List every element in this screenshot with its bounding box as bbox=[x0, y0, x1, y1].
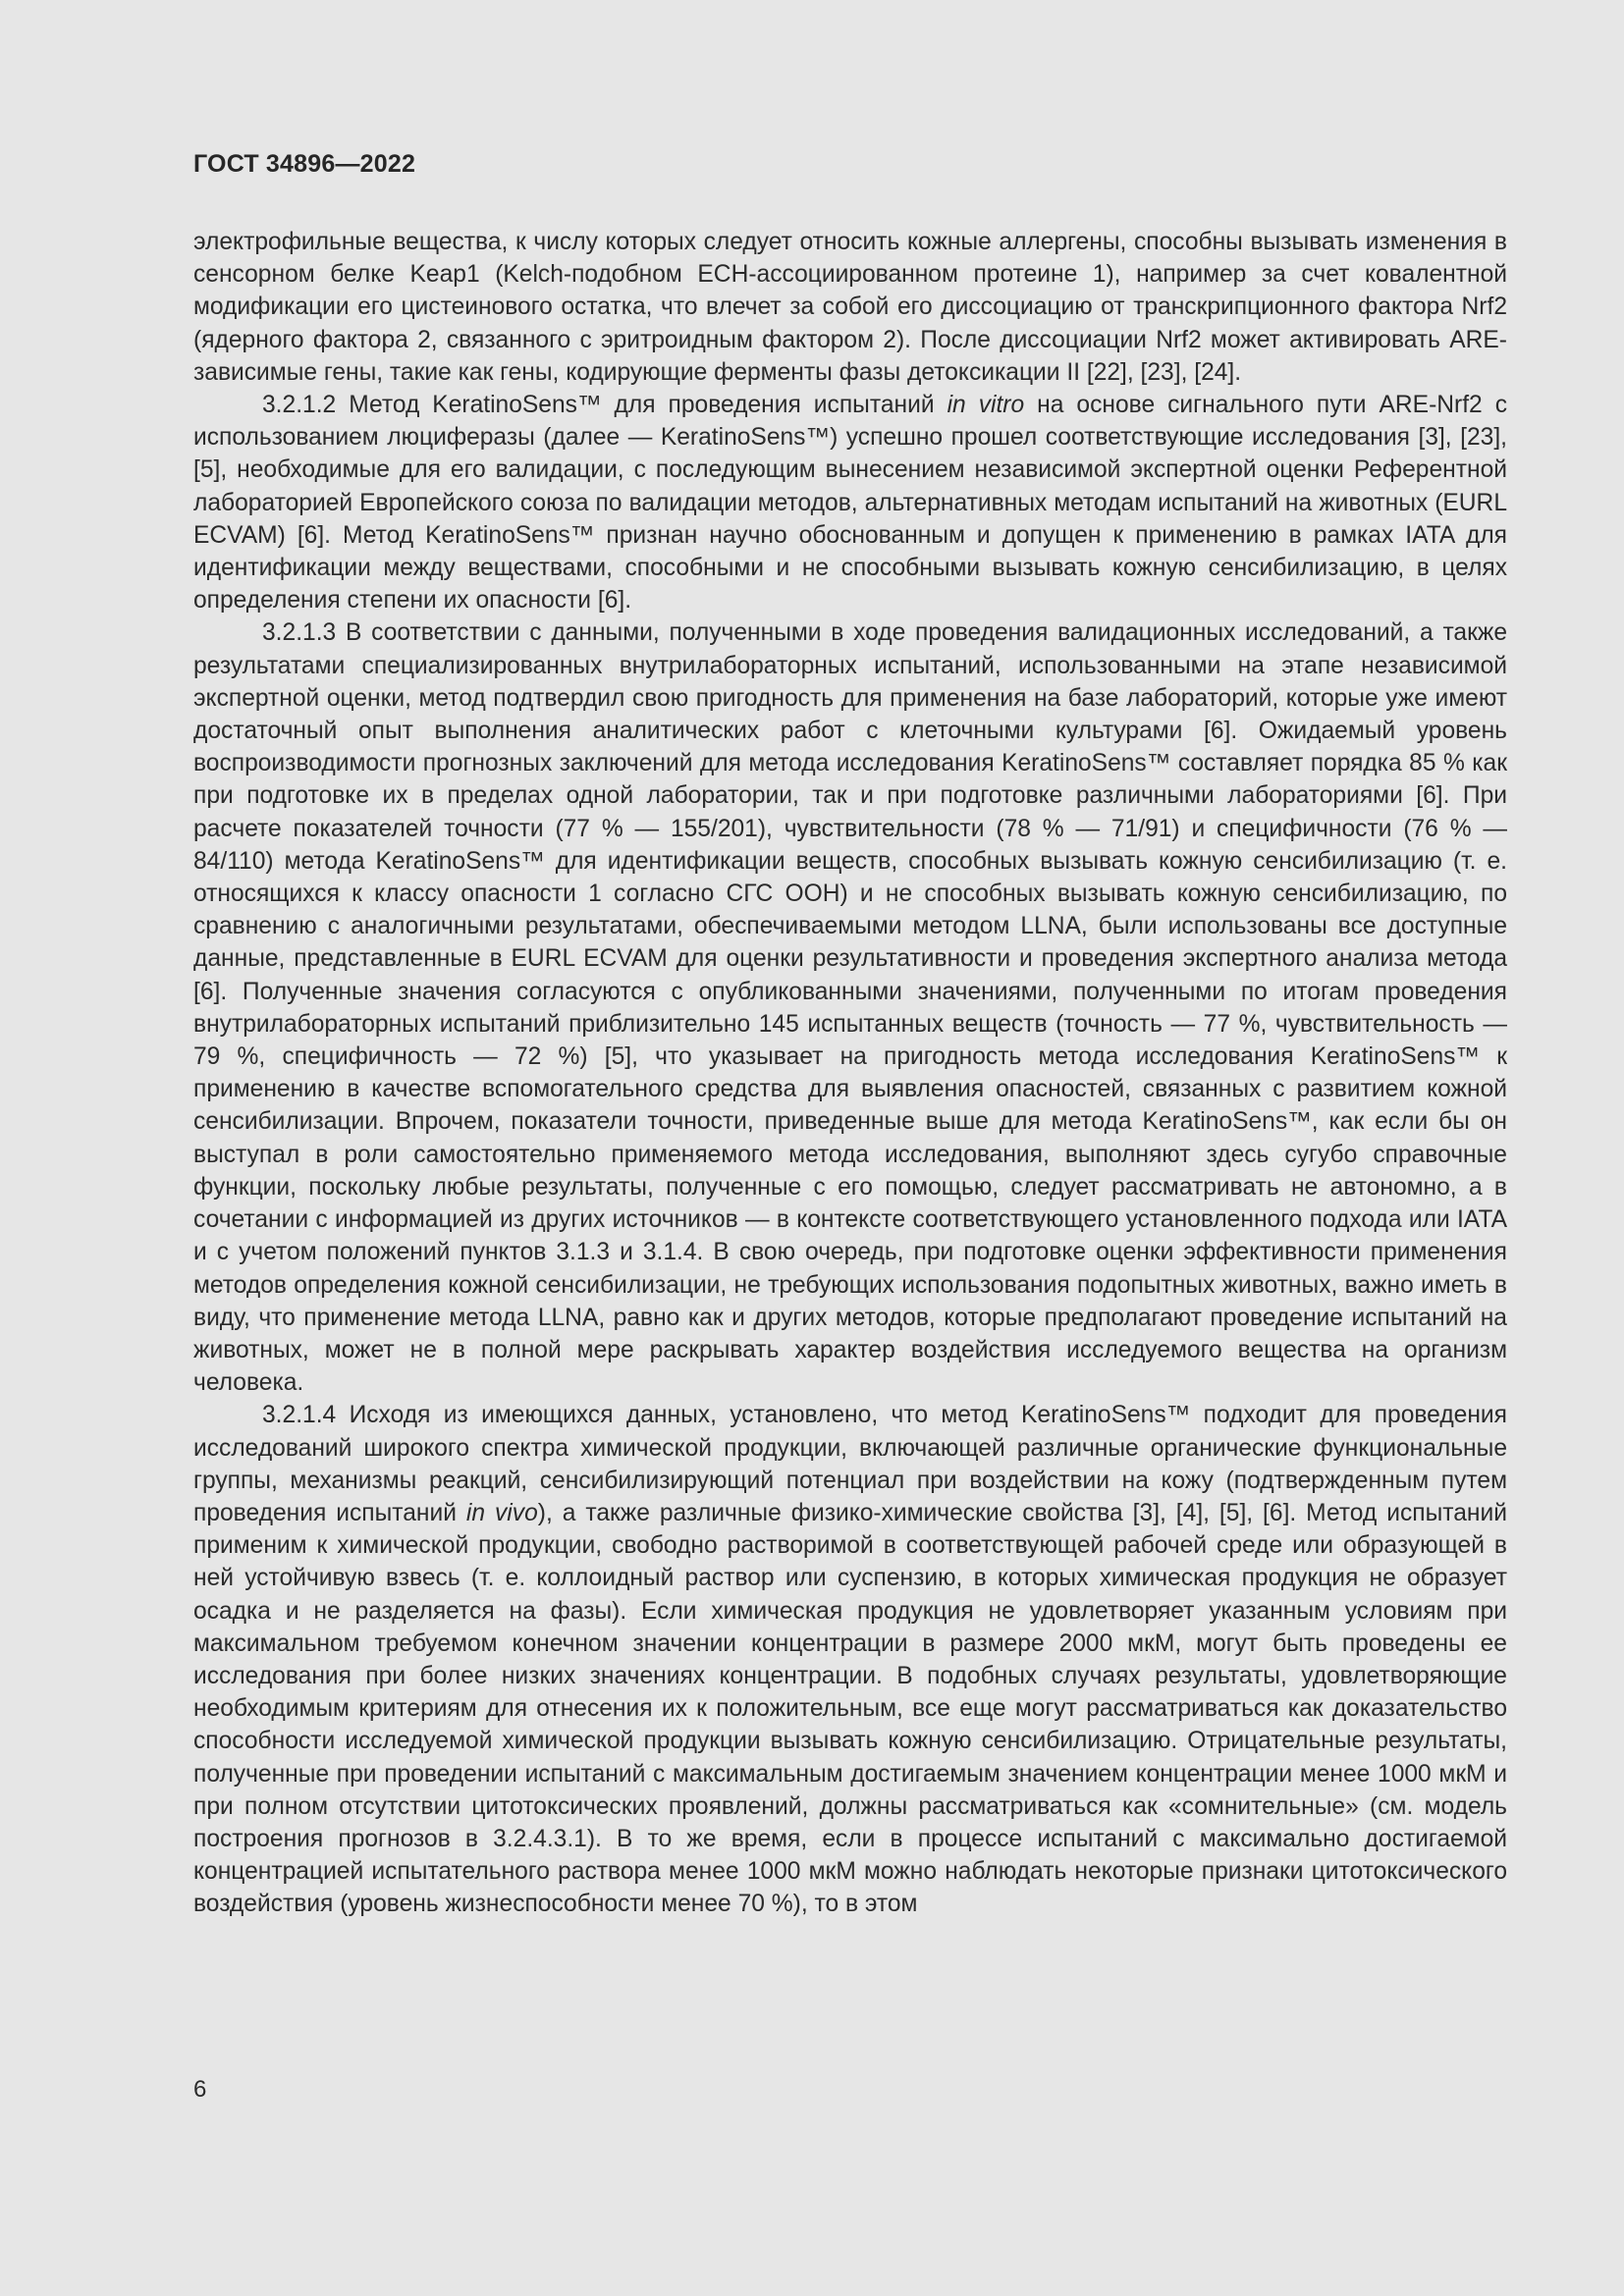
paragraph-text: 3.2.1.3 В соответствии с данными, полученными в ходе проведения валидационных исследований, а также результатами специализированных внутрилабораторных испытаний, использованными на этапе независимой экспертной оценки, метод подтвердил свою пригодность для применения на базе лабораторий, которые уже имеют достаточный опыт выполнения аналитических работ с клеточными культурами [6]. Ожидаемый уровень воспроизводимости прогнозных заключений для метода исследования KeratinoSens™ составляет порядка 85 % как при подготовке их в пределах одной лаборатории, так и при подготовке различными лабораториями [6]. При расчете показателей точности (77 % — 155/201), чувствительности (78 % — 71/91) и специфичности (76 % — 84/110) метода KeratinoSens™ для идентификации веществ, способных вызывать кожную сенсибилизацию (т. е. относящихся к классу опасности 1 согласно СГС ООН) и не способных вызывать кожную сенсибилизацию, по сравнению с аналогичными результатами, обеспечиваемыми методом LLNA, были использованы все доступные данные, представленные в EURL ECVAM для оценки результативности и проведения экспертного анализа метода [6]. Полученные значения согласуются с опубликованными значениями, полученными по итогам проведения внутрилабораторных испытаний приблизительно 145 испытанных веществ (точность — 77 %, чувствительность — 79 %, специфичность — 72 %) [5], что указывает на пригодность метода исследования KeratinoSens™ к применению в качестве вспомогательного средства для выявления опасностей, связанных с развитием кожной сенсибилизации. Впрочем, показатели точности, приведенные выше для метода KeratinoSens™, как если бы он выступал в роли самостоятельно применяемого метода исследования, выполняют здесь сугубо справочные функции, поскольку любые результаты, полученные с его помощью, следует рассматривать не автономно, а в сочетании с информацией из других источников — в контексте соответствующего установленного подхода или IATA и с учетом положений пунктов 3.1.3 и 3.1.4. В свою очередь, при подготовке оценки эффективности применения методов определения кожной сенсибилизации, не требующих использования подопытных животных, важно иметь в виду, что применение метода LLNA, равно как и других методов, которые предполагают проведение испытаний на животных, может не в полной мере раскрывать характер воздействия исследуемого вещества на организм человека. bbox=[193, 619, 1507, 1397]
italic-term: in vitro bbox=[947, 392, 1025, 419]
paragraph-text: на основе сигнального пути ARE-Nrf2 с использованием люциферазы (далее — KeratinoSens™) успешно прошел соответствующие исследования [3], [23], [5], необходимые для его валидации, с последующим вынесением независимой экспертной оценки Референтной лабораторией Европейского союза по валидации методов, альтернативных методам испытаний на животных (EURL ECVAM) [6]. Метод KeratinoSens™ признан научно обоснованным и допущен к применению в рамках IATA для идентификации между веществами, способными и не способными вызывать кожную сенсибилизацию, в целях определения степени их опасности [6]. bbox=[193, 392, 1508, 614]
paragraph-text: 3.2.1.4 Исходя из имеющихся данных, установлено, что метод KeratinoSens™ подходит для проведения исследований широкого спектра химической продукции, включающей различные органические функциональные группы, механизмы реакций, сенсибилизирующий потенциал при воздействии на кожу (подтвержденным путем проведения испытаний bbox=[193, 1402, 1507, 1526]
paragraph-p3 bbox=[193, 1399, 1507, 1920]
paragraph-text: ), а также различные физико-химические свойства [3], [4], [5], [6]. Метод испытаний применим к химической продукции, свободно растворимой в соответствующей рабочей среде или образующей в ней устойчивую взвесь (т. е. коллоидный раствор или суспензию, в которых химическая продукция не образует осадка и не разделяется на фазы). Если химическая продукция не удовлетворяет указанным условиям при максимальном требуемом конечном значении концентрации в размере 2000 мкМ, могут быть проведены ее исследования при более низких значениях концентрации. В подобных случаях результаты, удовлетворяющие необходимым критериям для отнесения их к положительным, все еще могут рассматриваться как доказательство способности исследуемой химической продукции вызывать кожную сенсибилизацию. Отрицательные результаты, полученные при проведении испытаний с максимальным достигаемым значением концентрации менее 1000 мкМ и при полном отсутствии цитотоксических проявлений, должны рассматриваться как «сомнительные» (см. модель построения прогнозов в 3.2.4.3.1). В то же время, если в процессе испытаний с максимально достигаемой концентрацией испытательного раствора менее 1000 мкМ можно наблюдать некоторые признаки цитотоксического воздействия (уровень жизнеспособности менее 70 %), то в этом bbox=[193, 1499, 1507, 1918]
document-body bbox=[193, 226, 1507, 1921]
paragraph-p0 bbox=[193, 226, 1507, 389]
italic-term: in vivo bbox=[465, 1499, 538, 1526]
paragraph-p2 bbox=[193, 616, 1507, 1399]
paragraph-text: электрофильные вещества, к числу которых следует относить кожные аллергены, способны вызывать изменения в сенсорном белке Keap1 (Kelch-подобном ECH-ассоциированном протеине 1), например за счет ковалентной модификации его цистеинового остатка, что влечет за собой его диссоциацию от транскрипционного фактора Nrf2 (ядерного фактора 2, связанного с эритроидным фактором 2). После диссоциации Nrf2 может активировать ARE-зависимые гены, такие как гены, кодирующие ферменты фазы детоксикации II [22], [23], [24]. bbox=[193, 229, 1507, 386]
page-number: 6 bbox=[193, 2076, 207, 2103]
paragraph-text: 3.2.1.2 Метод KeratinoSens™ для проведения испытаний bbox=[262, 392, 947, 419]
document-header: ГОСТ 34896—2022 bbox=[193, 150, 416, 178]
paragraph-p1 bbox=[193, 389, 1507, 616]
